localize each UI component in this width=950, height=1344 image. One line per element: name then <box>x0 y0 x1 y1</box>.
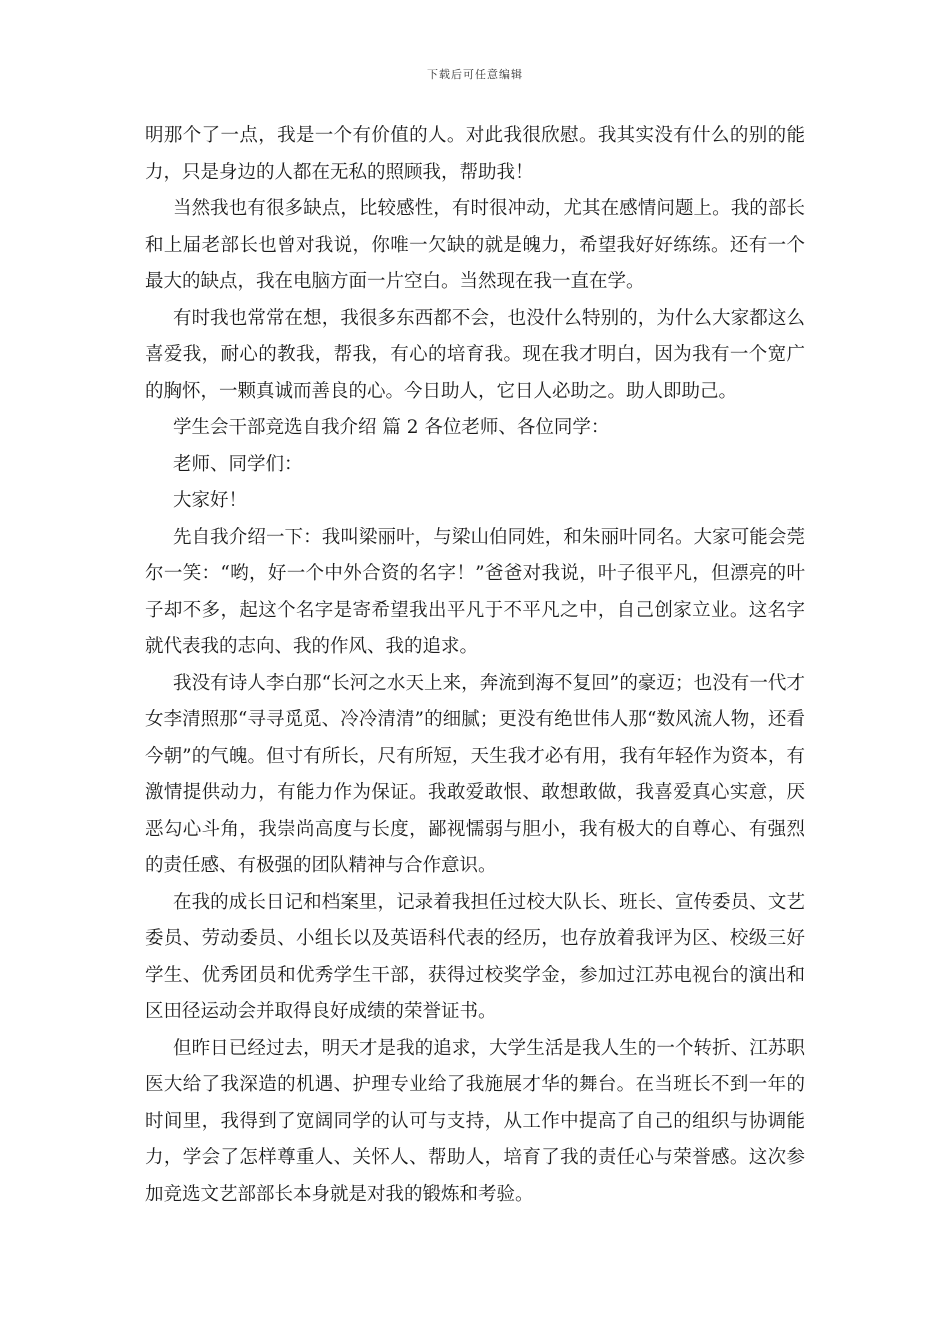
paragraph: 我没有诗人李白那“长河之水天上来，奔流到海不复回”的豪迈；也没有一代才女李清照那“寻寻觅觅、冷冷清清”的细腻；更没有绝世伟人那“数风流人物，还看今朝”的气魄。但寸有所长，尺有所短，天生我才必有用，我有年轻作为资本，有激情提供动力，有能力作为保证。我敢爱敢恨、敢想敢做，我喜爱真心实意，厌恶勾心斗角，我崇尚高度与长度，鄙视懦弱与胆小，我有极大的自尊心、有强烈的责任感、有极强的团队精神与合作意识。 <box>145 672 805 876</box>
document-body <box>145 118 805 1213</box>
paragraph: 但昨日已经过去，明天才是我的追求，大学生活是我人生的一个转折、江苏职医大给了我深造的机遇、护理专业给了我施展才华的舞台。在当班长不到一年的时间里，我得到了宽阔同学的认可与支持，从工作中提高了自己的组织与协调能力，学会了怎样尊重人、关怀人、帮助人，培育了我的责任心与荣誉感。这次参加竞选文艺部部长本身就是对我的锻炼和考验。 <box>145 1037 805 1205</box>
paragraph: 在我的成长日记和档案里，记录着我担任过校大队长、班长、宣传委员、文艺委员、劳动委员、小组长以及英语科代表的经历，也存放着我评为区、校级三好学生、优秀团员和优秀学生干部，获得过校奖学金，参加过江苏电视台的演出和区田径运动会并取得良好成绩的荣誉证书。 <box>145 891 805 1022</box>
paragraph: 明那个了一点，我是一个有价值的人。对此我很欣慰。我其实没有什么的别的能力，只是身边的人都在无私的照顾我，帮助我！ <box>145 125 805 183</box>
salutation: 老师、同学们： <box>173 453 303 475</box>
header-note: 下载后可任意编辑 <box>427 68 523 81</box>
paragraph: 当然我也有很多缺点，比较感性，有时很冲动，尤其在感情问题上。我的部长和上届老部长也曾对我说，你唯一欠缺的就是魄力，希望我好好练练。还有一个最大的缺点，我在电脑方面一片空白。当然现在我一直在学。 <box>145 198 805 292</box>
greeting: 大家好！ <box>173 490 248 511</box>
paragraph: 先自我介绍一下：我叫梁丽叶，与梁山伯同姓，和朱丽叶同名。大家可能会莞尔一笑：“哟，好一个中外合资的名字！”爸爸对我说，叶子很平凡，但漂亮的叶子却不多，起这个名字是寄希望我出平凡于不平凡之中，自己创家立业。这名字就代表我的志向、我的作风、我的追求。 <box>145 526 805 657</box>
paragraph: 有时我也常常在想，我很多东西都不会，也没什么特别的，为什么大家都这么喜爱我，耐心的教我，帮我，有心的培育我。现在我才明白，因为我有一个宽广的胸怀，一颗真诚而善良的心。今日助人，它日人必助之。助人即助己。 <box>145 307 805 402</box>
section-heading: 学生会干部竞选自我介绍 篇 2 各位老师、各位同学： <box>173 417 610 438</box>
